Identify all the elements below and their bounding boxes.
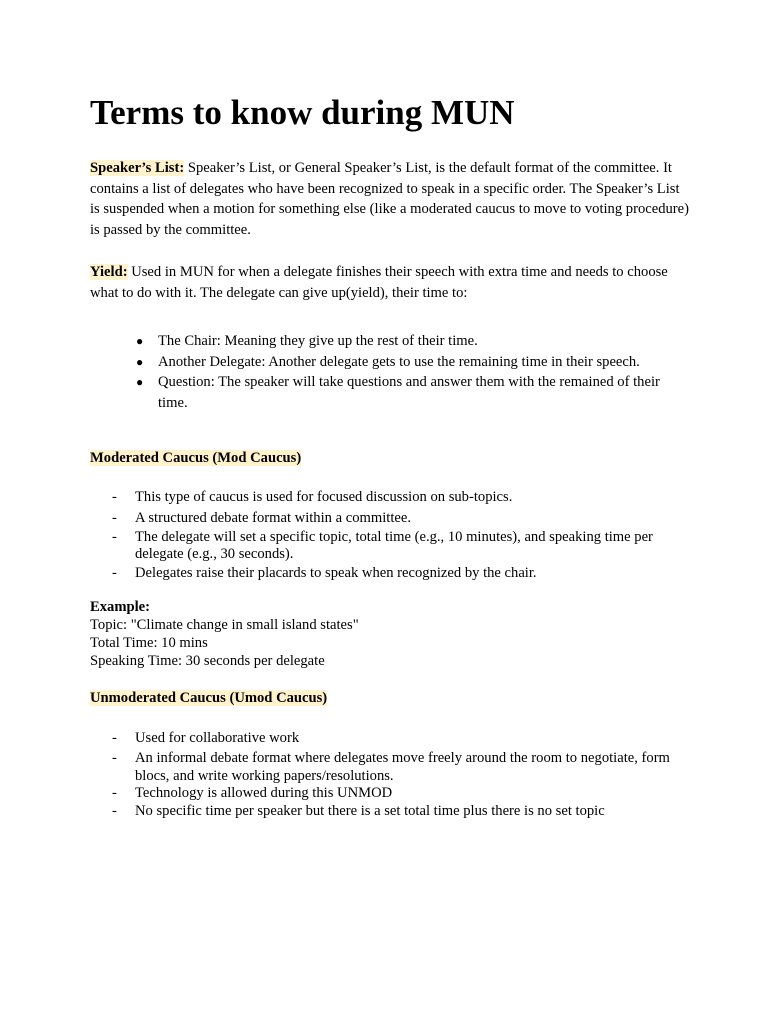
unmod-caucus-heading (90, 688, 327, 708)
yield-definition: Used in MUN for when a delegate finishes their speech with extra time and needs to choose what to do with it. The delegate can give up(yield), their time to: (90, 264, 668, 301)
list-item-text: Technology is allowed during this UNMOD (135, 785, 393, 802)
list-item-text: Question: The speaker will take questions and answer them with the remained of their time. (158, 374, 660, 411)
mod-caucus-list (90, 489, 690, 583)
bullet-icon: ● (136, 354, 144, 369)
list-item (90, 785, 690, 803)
yield-term: Yield: (90, 264, 128, 280)
list-item (90, 803, 690, 821)
unmod-caucus-heading-text: Unmoderated Caucus (Umod Caucus) (90, 690, 328, 706)
dash-icon: - (112, 785, 117, 802)
list-item-text: No specific time per speaker but there is a set total time plus there is no set topic (135, 803, 605, 820)
list-item-text: Used for collaborative work (135, 730, 300, 746)
example-label: Example: (90, 599, 150, 615)
list-item (90, 750, 690, 786)
yield-paragraph (90, 262, 690, 303)
list-item-text: This type of caucus is used for focused discussion on sub-topics. (135, 489, 513, 505)
list-item-text: A structured debate format within a committee. (135, 509, 411, 526)
bullet-icon: ● (136, 334, 144, 348)
example-speaking-time: Speaking Time: 30 seconds per delegate (90, 653, 325, 669)
speakers-list-definition: Speaker’s List, or General Speaker’s List, is the default format of the committee. It contains a list of delegates who have been recognized to speak in a specific order. The Speaker’s List is suspended when a motion for something else (like a moderated caucus to move to voting procedure) is passed by the committee. (90, 160, 689, 238)
speakers-list-term: Speaker’s List: (90, 160, 185, 176)
list-item (90, 510, 690, 528)
example-topic: Topic: "Climate change in small island states" (90, 617, 359, 633)
mod-caucus-example (90, 598, 359, 670)
dash-icon: - (112, 528, 117, 545)
dash-icon: - (112, 509, 117, 526)
dash-icon: - (112, 730, 117, 746)
list-item (90, 489, 690, 507)
dash-icon: - (112, 565, 117, 582)
yield-options-list (90, 331, 690, 413)
list-item-text: The delegate will set a specific topic, total time (e.g., 10 minutes), and speaking time per delegate (e.g., 30 seconds). (135, 528, 653, 563)
list-item-text: The Chair: Meaning they give up the rest of their time. (158, 333, 478, 349)
unmod-caucus-list (90, 730, 690, 821)
mod-caucus-heading (90, 448, 301, 468)
dash-icon: - (112, 749, 117, 766)
list-item (90, 529, 690, 565)
bullet-icon: ● (136, 375, 144, 390)
list-item-text: Delegates raise their placards to speak when recognized by the chair. (135, 565, 537, 582)
list-item (90, 331, 690, 352)
dash-icon: - (112, 489, 117, 505)
page-title: Terms to know during MUN (90, 93, 515, 132)
list-item (90, 372, 690, 413)
dash-icon: - (112, 803, 117, 820)
list-item-text: An informal debate format where delegates move freely around the room to negotiate, form blocs, and write working papers/resolutions. (135, 749, 670, 784)
list-item-text: Another Delegate: Another delegate gets to use the remaining time in their speech. (158, 353, 640, 370)
list-item (90, 565, 690, 583)
list-item (90, 730, 690, 748)
speakers-list-paragraph (90, 158, 690, 240)
list-item (90, 352, 690, 373)
example-total-time: Total Time: 10 mins (90, 635, 208, 651)
mod-caucus-heading-text: Moderated Caucus (Mod Caucus) (90, 450, 302, 466)
